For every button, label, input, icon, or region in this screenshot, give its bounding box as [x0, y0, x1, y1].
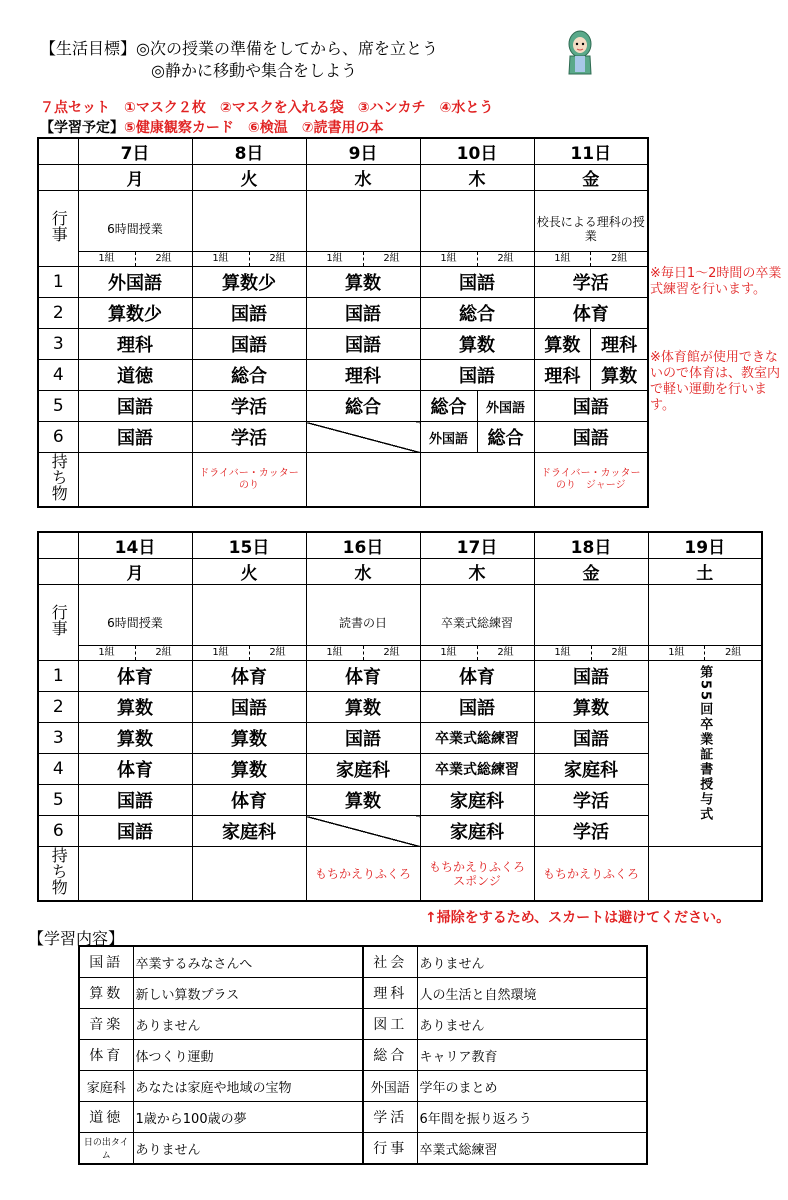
life-goal-2: ◎静かに移動や集合をしよう: [151, 61, 357, 80]
w2-p1-0: 体育: [78, 661, 192, 692]
w1-p5-4: 国語: [534, 391, 648, 422]
w1-weekday-0: 月: [78, 165, 192, 191]
seven-set: ７点セット ①マスク２枚 ②マスクを入れる袋 ③ハンカチ ④水とう: [40, 100, 494, 116]
content-row: [79, 1071, 647, 1102]
note-practice: ※毎日1〜2時間の卒業式練習を行います。: [650, 266, 782, 297]
content-subject: 国語: [79, 946, 133, 978]
w1-date-3: 10日: [420, 138, 534, 165]
w2-date-3: 17日: [420, 532, 534, 559]
w2-weekday-3: 木: [420, 559, 534, 585]
w1-event-0: 6時間授業 1組 2組: [78, 191, 192, 267]
w1-bring-2: [306, 453, 420, 508]
w2-p5-3: 家庭科: [420, 785, 534, 816]
bring-label: 持ち物: [38, 847, 78, 902]
w2-p6-4: 学活: [534, 816, 648, 847]
content-subject: 算数: [79, 978, 133, 1009]
w2-event-0: 6時間授業 1組 2組: [78, 585, 192, 661]
w2-weekday-2: 水: [306, 559, 420, 585]
w1-p3-3: 算数: [420, 329, 534, 360]
w2-p3-3: 卒業式総練習: [420, 723, 534, 754]
w2-event-4: 1組 2組: [534, 585, 648, 661]
w2-p3-1: 算数: [192, 723, 306, 754]
content-text: 人の生活と自然環境: [417, 978, 647, 1009]
content-row: [79, 946, 647, 978]
w1-p2-0: 算数少: [78, 298, 192, 329]
w1-bring-4: ドライバー・カッター のり ジャージ: [534, 453, 648, 508]
w1-date-1: 8日: [192, 138, 306, 165]
w2-p2-3: 国語: [420, 692, 534, 723]
w1-weekday-4: 金: [534, 165, 648, 191]
content-row: [79, 1102, 647, 1133]
w1-p4-1: 総合: [192, 360, 306, 391]
w1-weekday-2: 水: [306, 165, 420, 191]
w1-p1-1: 算数少: [192, 267, 306, 298]
w2-p1-3: 体育: [420, 661, 534, 692]
w2-p1-4: 国語: [534, 661, 648, 692]
w1-p5-3: 総合 外国語: [420, 391, 534, 422]
content-text: ありません: [133, 1009, 363, 1040]
content-subject: 日の出タイム: [79, 1133, 133, 1165]
period-6: 6: [38, 422, 78, 453]
w2-p4-2: 家庭科: [306, 754, 420, 785]
w1-p2-4: 体育: [534, 298, 648, 329]
week2-schedule: [37, 531, 763, 902]
content-subject: 外国語: [363, 1071, 417, 1102]
w2-bring-5: [648, 847, 762, 902]
content-subject: 学活: [363, 1102, 417, 1133]
w2-p2-0: 算数: [78, 692, 192, 723]
content-subject: 体育: [79, 1040, 133, 1071]
w1-p3-4: 算数 理科: [534, 329, 648, 360]
study-plan-line: [40, 119, 384, 137]
content-subject: 行事: [363, 1133, 417, 1165]
w1-p4-4: 理科 算数: [534, 360, 648, 391]
w2-date-0: 14日: [78, 532, 192, 559]
content-row: [79, 1040, 647, 1071]
w2-bring-3: もちかえりふくろ スポンジ: [420, 847, 534, 902]
w1-p4-2: 理科: [306, 360, 420, 391]
study-plan-label: 【学習予定】: [40, 120, 124, 136]
w2-p1-1: 体育: [192, 661, 306, 692]
content-text: 卒業するみなさんへ: [133, 946, 363, 978]
w1-date-2: 9日: [306, 138, 420, 165]
content-text: ありません: [417, 946, 647, 978]
period-4: 4: [38, 754, 78, 785]
w2-event-2: 読書の日 1組 2組: [306, 585, 420, 661]
w2-p5-2: 算数: [306, 785, 420, 816]
w2-p2-2: 算数: [306, 692, 420, 723]
w1-event-2: 1組 2組: [306, 191, 420, 267]
w2-bring-0: [78, 847, 192, 902]
w1-bring-1: ドライバー・カッター のり: [192, 453, 306, 508]
w2-p6-3: 家庭科: [420, 816, 534, 847]
week1-schedule: [37, 137, 649, 508]
bring-label: 持ち物: [38, 453, 78, 508]
w1-p6-3: 外国語 総合: [420, 422, 534, 453]
w1-p2-2: 国語: [306, 298, 420, 329]
study-content-table: [78, 945, 648, 1165]
w2-p2-4: 算数: [534, 692, 648, 723]
w2-bring-2: もちかえりふくろ: [306, 847, 420, 902]
w2-event-3: 卒業式総練習 1組 2組: [420, 585, 534, 661]
w1-bring-0: [78, 453, 192, 508]
w1-date-0: 7日: [78, 138, 192, 165]
mascot-girl-icon: [565, 26, 595, 76]
w1-event-3: 1組 2組: [420, 191, 534, 267]
w2-weekday-4: 金: [534, 559, 648, 585]
content-subject: 総合: [363, 1040, 417, 1071]
w1-p4-3: 国語: [420, 360, 534, 391]
w1-p5-0: 国語: [78, 391, 192, 422]
w2-weekday-5: 土: [648, 559, 762, 585]
corner: [38, 138, 78, 165]
w1-p1-3: 国語: [420, 267, 534, 298]
seven-set-2: ⑤健康観察カード ⑥検温 ⑦読書用の本: [124, 120, 384, 136]
w1-p5-1: 学活: [192, 391, 306, 422]
w2-date-5: 19日: [648, 532, 762, 559]
content-subject: 社会: [363, 946, 417, 978]
content-row: [79, 1009, 647, 1040]
content-text: 1歳から100歳の夢: [133, 1102, 363, 1133]
w2-p4-0: 体育: [78, 754, 192, 785]
content-subject: 理科: [363, 978, 417, 1009]
w2-p3-0: 算数: [78, 723, 192, 754]
cleaning-note: ↑掃除をするため、スカートは避けてください。: [425, 910, 731, 926]
w2-p6-2-none: [306, 816, 420, 847]
w1-event-1: 1組 2組: [192, 191, 306, 267]
period-6: 6: [38, 816, 78, 847]
content-subject: 図工: [363, 1009, 417, 1040]
w2-date-4: 18日: [534, 532, 648, 559]
w1-p2-1: 国語: [192, 298, 306, 329]
w2-bring-4: もちかえりふくろ: [534, 847, 648, 902]
w1-p6-1: 学活: [192, 422, 306, 453]
w2-p4-1: 算数: [192, 754, 306, 785]
w1-bring-3: [420, 453, 534, 508]
w2-p3-4: 国語: [534, 723, 648, 754]
w2-p5-1: 体育: [192, 785, 306, 816]
w2-p1-2: 体育: [306, 661, 420, 692]
period-5: 5: [38, 391, 78, 422]
w2-p6-0: 国語: [78, 816, 192, 847]
w2-p3-2: 国語: [306, 723, 420, 754]
content-text: 体つくり運動: [133, 1040, 363, 1071]
content-text: あなたは家庭や地域の宝物: [133, 1071, 363, 1102]
content-text: 6年間を振り返ろう: [417, 1102, 647, 1133]
w2-p5-4: 学活: [534, 785, 648, 816]
w2-p6-1: 家庭科: [192, 816, 306, 847]
period-2: 2: [38, 692, 78, 723]
period-4: 4: [38, 360, 78, 391]
content-row: [79, 978, 647, 1009]
w2-p4-4: 家庭科: [534, 754, 648, 785]
corner: [38, 165, 78, 191]
w1-p4-0: 道徳: [78, 360, 192, 391]
w1-p2-3: 総合: [420, 298, 534, 329]
corner: [38, 559, 78, 585]
period-5: 5: [38, 785, 78, 816]
content-text: 卒業式総練習: [417, 1133, 647, 1165]
content-text: ありません: [133, 1133, 363, 1165]
w2-weekday-0: 月: [78, 559, 192, 585]
period-3: 3: [38, 723, 78, 754]
w1-event-4: 校長による理科の授業 1組 2組: [534, 191, 648, 267]
content-text: キャリア教育: [417, 1040, 647, 1071]
content-text: 新しい算数プラス: [133, 978, 363, 1009]
corner: [38, 532, 78, 559]
w1-p5-2: 総合: [306, 391, 420, 422]
life-goal: [40, 38, 438, 59]
content-text: 学年のまとめ: [417, 1071, 647, 1102]
w1-p3-1: 国語: [192, 329, 306, 360]
w2-event-1: 1組 2組: [192, 585, 306, 661]
period-1: 1: [38, 267, 78, 298]
w2-date-2: 16日: [306, 532, 420, 559]
period-3: 3: [38, 329, 78, 360]
note-gym: ※体育館が使用できないので体育は、教室内で軽い運動を行います。: [650, 350, 781, 413]
life-goal-1: ◎次の授業の準備をしてから、席を立とう: [136, 39, 438, 58]
w1-weekday-3: 木: [420, 165, 534, 191]
w1-p6-0: 国語: [78, 422, 192, 453]
w1-p1-2: 算数: [306, 267, 420, 298]
life-goal-label: 【生活目標】: [40, 39, 137, 58]
w1-date-4: 11日: [534, 138, 648, 165]
event-label: 行事: [38, 585, 78, 661]
w2-bring-1: [192, 847, 306, 902]
w2-weekday-1: 火: [192, 559, 306, 585]
w1-p3-2: 国語: [306, 329, 420, 360]
w1-p3-0: 理科: [78, 329, 192, 360]
period-1: 1: [38, 661, 78, 692]
w2-date-1: 15日: [192, 532, 306, 559]
w1-p6-2-none: [306, 422, 420, 453]
event-label: 行事: [38, 191, 78, 267]
w2-p4-3: 卒業式総練習: [420, 754, 534, 785]
graduation-ceremony: 第55回卒業証書授与式: [648, 661, 762, 847]
content-subject: 音楽: [79, 1009, 133, 1040]
period-2: 2: [38, 298, 78, 329]
content-subject: 道徳: [79, 1102, 133, 1133]
w1-weekday-1: 火: [192, 165, 306, 191]
w1-p1-4: 学活: [534, 267, 648, 298]
study-content-label: 【学習内容】: [28, 929, 125, 948]
content-row: [79, 1133, 647, 1165]
w2-p5-0: 国語: [78, 785, 192, 816]
w2-p2-1: 国語: [192, 692, 306, 723]
content-text: ありません: [417, 1009, 647, 1040]
w2-event-5: 1組 2組: [648, 585, 762, 661]
w1-p6-4: 国語: [534, 422, 648, 453]
content-subject: 家庭科: [79, 1071, 133, 1102]
w1-p1-0: 外国語: [78, 267, 192, 298]
